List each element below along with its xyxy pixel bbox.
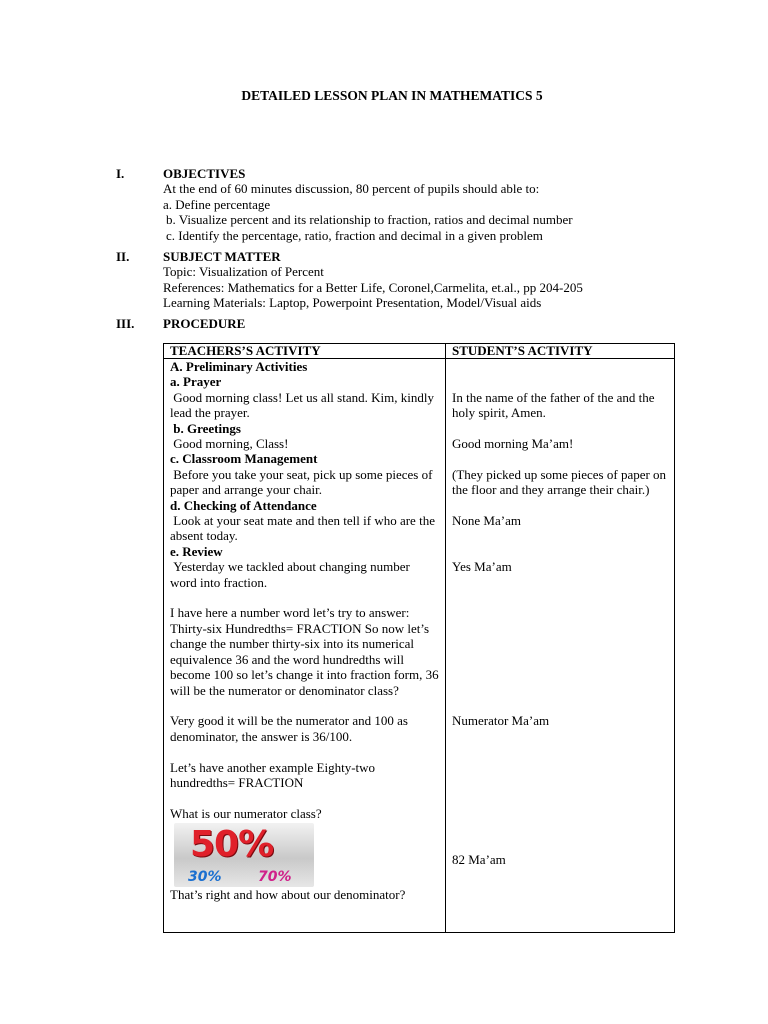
denominator-question: That’s right and how about our denominator? (170, 887, 406, 903)
subject-matter-heading: SUBJECT MATTER (163, 249, 281, 264)
student-activity-cell (446, 359, 675, 933)
table-row (164, 359, 675, 933)
subject-matter-section (163, 249, 683, 311)
subject-matter-line: References: Mathematics for a Better Life, Coronel,Carmelita, et.al., pp 204-205 (163, 279, 583, 295)
objectives-number: I. (116, 166, 125, 181)
procedure-section (163, 316, 683, 331)
student-review-response: Yes Ma’am (452, 559, 512, 575)
percent-right-label: 70% (258, 869, 292, 886)
teacher-activity-cell (164, 359, 446, 933)
procedure-number: III. (116, 316, 135, 331)
greetings-text: Good morning, Class! (170, 436, 289, 452)
subject-matter-line: Topic: Visualization of Percent (163, 264, 324, 280)
objectives-line: c. Identify the percentage, ratio, fraction and decimal in a given problem (166, 227, 543, 243)
percent-left-label: 30% (188, 869, 222, 886)
activity-table (163, 343, 675, 933)
student-prayer-response: In the name of the father of the and the holy spirit, Amen. (452, 389, 655, 421)
procedure-heading: PROCEDURE (163, 316, 246, 331)
student-numerator-response: Numerator Ma’am (452, 713, 550, 729)
objectives-line: b. Visualize percent and its relationship to fraction, ratios and decimal number (166, 212, 573, 228)
attendance-heading: d. Checking of Attendance (170, 497, 317, 513)
document-title: DETAILED LESSON PLAN IN MATHEMATICS 5 (241, 88, 543, 103)
attendance-text: Look at your seat mate and then tell if who are the absent today. (170, 513, 439, 544)
subject-matter-number: II. (116, 249, 130, 264)
very-good-text: Very good it will be the numerator and 100 as denominator, the answer is 36/100. (170, 713, 408, 744)
numerator-question: What is our numerator class? (170, 805, 322, 821)
teacher-activity-header: TEACHERS’S ACTIVITY (164, 344, 446, 359)
classroom-management-text: Before you take your seat, pick up some pieces of paper and arrange your chair. (170, 466, 436, 498)
percent-visual-aid-image (174, 823, 314, 887)
percent-main-label: 50% (190, 824, 274, 866)
another-example-text: Let’s have another example Eighty-two hundredths= FRACTION (170, 759, 376, 790)
preliminary-activities-heading: A. Preliminary Activities (170, 359, 308, 374)
student-82-response: 82 Ma’am (452, 851, 506, 867)
student-attendance-response: None Ma’am (452, 512, 521, 528)
subject-matter-line: Learning Materials: Laptop, Powerpoint Presentation, Model/Visual aids (163, 295, 542, 311)
objectives-line: a. Define percentage (163, 196, 271, 212)
objectives-section (163, 166, 683, 243)
student-greeting-response: Good morning Ma’am! (452, 435, 574, 451)
student-classroom-response: (They picked up some pieces of paper on the floor and they arrange their chair.) (452, 466, 667, 498)
objectives-heading: OBJECTIVES (163, 166, 246, 181)
objectives-line: At the end of 60 minutes discussion, 80 percent of pupils should able to: (163, 181, 540, 197)
table-header-row (164, 344, 675, 359)
student-activity-header: STUDENT’S ACTIVITY (446, 344, 675, 359)
review-heading: e. Review (170, 543, 223, 559)
classroom-management-heading: c. Classroom Management (170, 451, 318, 467)
prayer-text: Good morning class! Let us all stand. Kim, kindly lead the prayer. (170, 389, 438, 421)
example-text: I have here a number word let’s try to answer: Thirty-six Hundredths= FRACTION So now let’s change the number thirty-six into its numerical equivalence 36 and the word hundredths will become 100 so let’s change it into fraction form, 36 will be the numerator or denominator class? (170, 605, 439, 698)
greetings-heading: b. Greetings (170, 420, 241, 436)
prayer-heading: a. Prayer (170, 374, 222, 390)
review-text: Yesterday we tackled about changing number word into fraction. (170, 559, 414, 590)
